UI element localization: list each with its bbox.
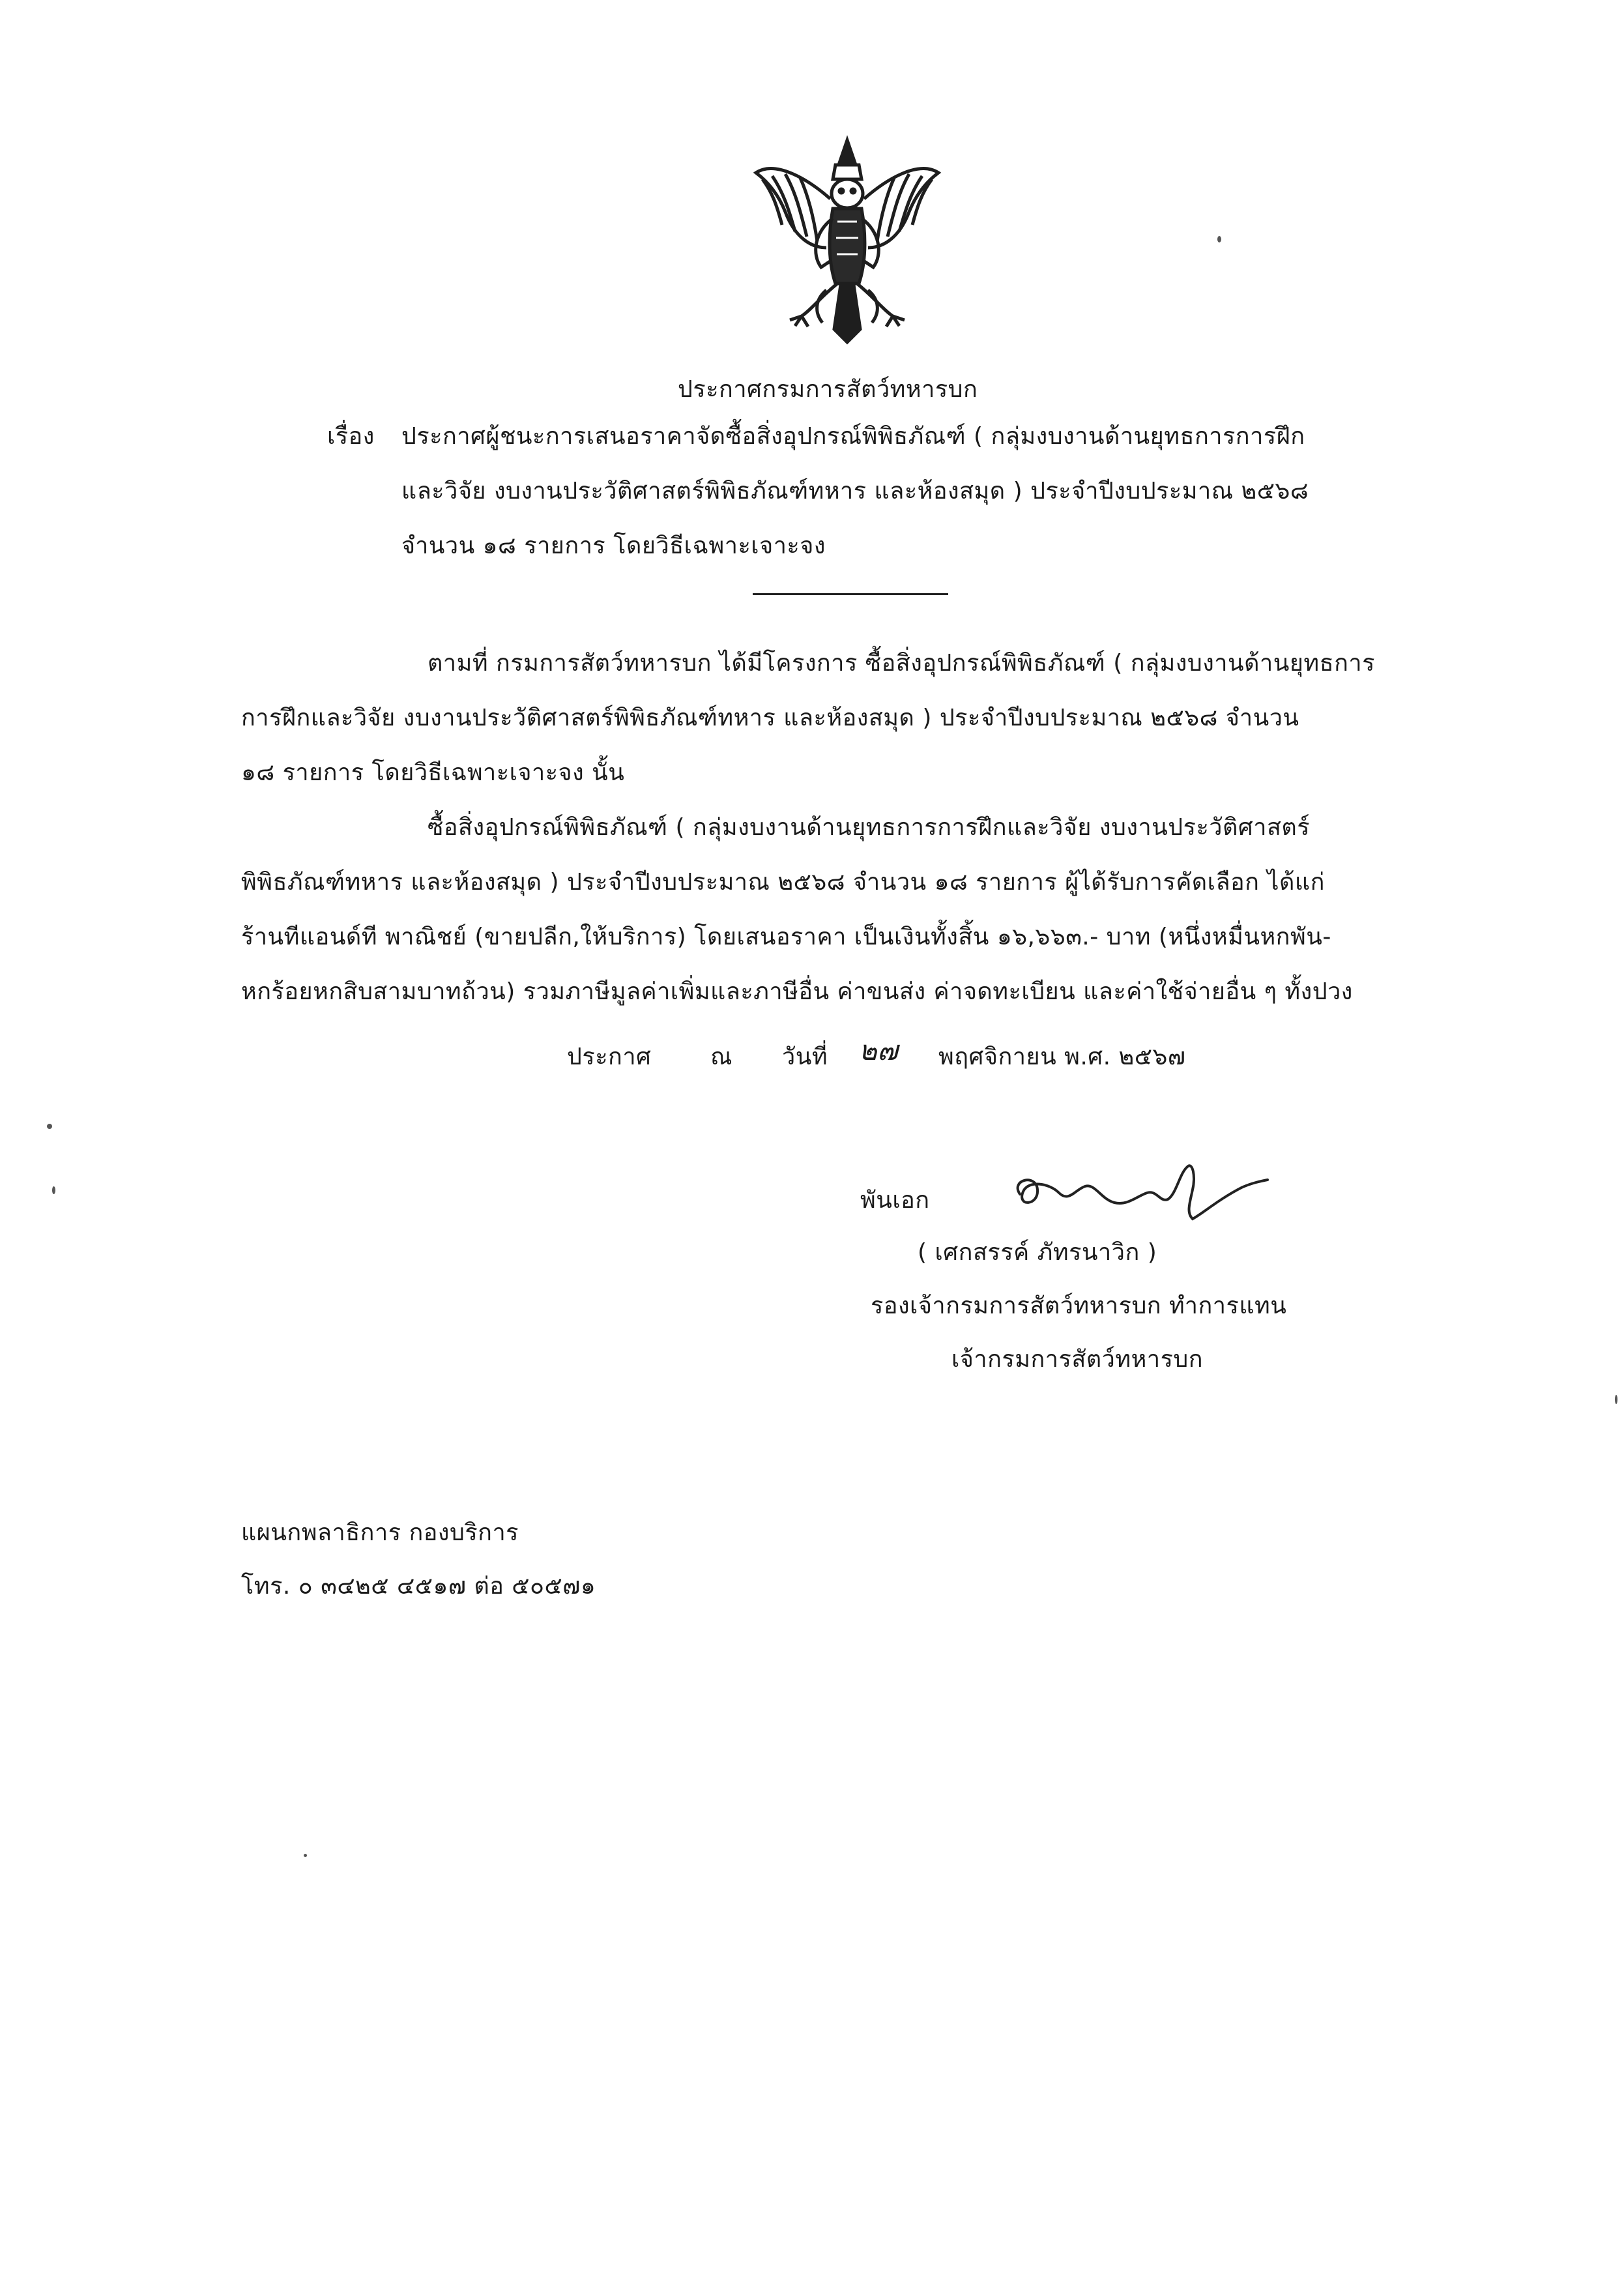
title-divider (753, 593, 948, 595)
paragraph-1-line-1: ตามที่ กรมการสัตว์ทหารบก ได้มีโครงการ ซื้อสิ่งอุปกรณ์พิพิธภัณฑ์ ( กลุ่มงบงานด้านยุทธการ (428, 650, 1375, 677)
subject-line-3: จำนวน ๑๘ รายการ โดยวิธีเฉพาะเจาะจง (401, 533, 826, 559)
date-month-year: พฤศจิกายน พ.ศ. ๒๕๖๗ (938, 1044, 1186, 1070)
announcement-title: ประกาศกรมการสัตว์ทหารบก (678, 376, 978, 403)
paragraph-2-line-4: หกร้อยหกสิบสามบาทถ้วน) รวมภาษีมูลค่าเพิ่มและภาษีอื่น ค่าขนส่ง ค่าจดทะเบียน และค่าใช้จ่ายอื่น ๆ ทั้งปวง (241, 978, 1353, 1005)
signer-position-line-1: รองเจ้ากรมการสัตว์ทหารบก ทำการแทน (871, 1293, 1287, 1319)
paragraph-1-line-3: ๑๘ รายการ โดยวิธีเฉพาะเจาะจง นั้น (241, 759, 625, 786)
subject-line-2: และวิจัย งบงานประวัติศาสตร์พิพิธภัณฑ์ทหาร และห้องสมุด ) ประจำปีงบประมาณ ๒๕๖๘ (401, 478, 1309, 505)
scan-speck (47, 1124, 52, 1129)
paragraph-1-line-2: การฝึกและวิจัย งบงานประวัติศาสตร์พิพิธภัณฑ์ทหาร และห้องสมุด ) ประจำปีงบประมาณ ๒๕๖๘ จำนวน (241, 705, 1299, 731)
footer-department: แผนกพลาธิการ กองบริการ (241, 1519, 519, 1546)
date-label: วันที่ (782, 1044, 828, 1070)
scan-speck (304, 1854, 307, 1857)
signer-rank: พันเอก (860, 1187, 930, 1214)
subject-line-1: ประกาศผู้ชนะการเสนอราคาจัดซื้อสิ่งอุปกรณ์พิพิธภัณฑ์ ( กลุ่มงบงานด้านยุทธการการฝึก (401, 423, 1305, 450)
handwritten-day: ๒๗ (859, 1034, 899, 1066)
subject-label: เรื่อง (327, 423, 375, 450)
paragraph-2-line-3: ร้านทีแอนด์ที พาณิชย์ (ขายปลีก,ให้บริการ) โดยเสนอราคา เป็นเงินทั้งสิ้น ๑๖,๖๖๓.- บาท (หนึ่งหมื่นหกพัน- (241, 924, 1331, 950)
paragraph-2-line-1: ซื้อสิ่งอุปกรณ์พิพิธภัณฑ์ ( กลุ่มงบงานด้านยุทธการการฝึกและวิจัย งบงานประวัติศาสตร์ (428, 814, 1311, 841)
signer-position-line-2: เจ้ากรมการสัตว์ทหารบก (951, 1346, 1204, 1373)
footer-phone: โทร. ๐ ๓๔๒๕ ๔๕๑๗ ต่อ ๕๐๕๗๑ (241, 1573, 596, 1600)
scan-speck (1615, 1395, 1617, 1404)
garuda-emblem-icon (749, 134, 945, 349)
scan-speck (52, 1186, 55, 1194)
announcement-prefix: ประกาศ (567, 1044, 652, 1070)
signer-name: ( เศกสรรค์ ภัทรนาวิก ) (918, 1239, 1157, 1266)
announcement-at: ณ (710, 1044, 732, 1070)
paragraph-2-line-2: พิพิธภัณฑ์ทหาร และห้องสมุด ) ประจำปีงบประมาณ ๒๕๖๘ จำนวน ๑๘ รายการ ผู้ได้รับการคัดเลือก ได้แก่ (241, 869, 1325, 896)
scan-speck (1217, 236, 1221, 242)
